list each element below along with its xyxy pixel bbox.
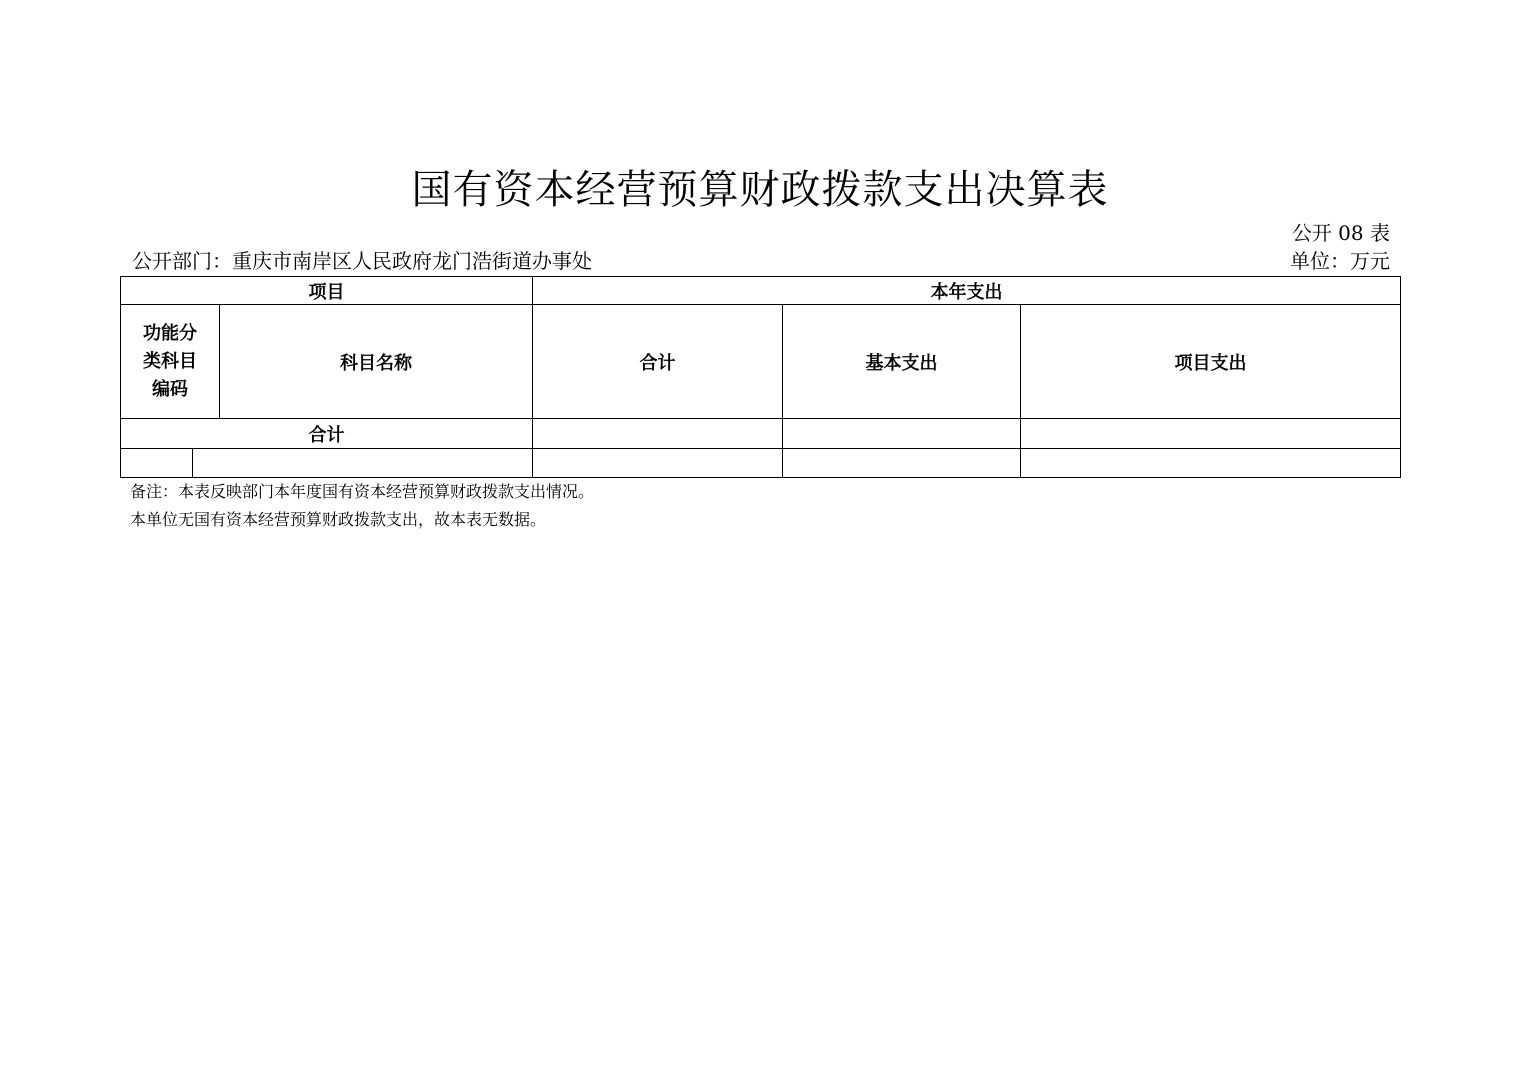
header-row-2 <box>121 305 1401 419</box>
note-description: 备注：本表反映部门本年度国有资本经营预算财政拨款支出情况。 <box>130 482 595 501</box>
row-subject-name <box>193 449 533 478</box>
expenditure-table <box>120 276 1401 478</box>
total-row-basic <box>783 419 1021 449</box>
header-basic-expenditure: 基本支出 <box>783 305 1021 419</box>
total-row-project <box>1021 419 1401 449</box>
report-title: 国有资本经营预算财政拨款支出决算表 <box>411 167 1109 213</box>
header-subject-name: 科目名称 <box>220 305 533 419</box>
header-total: 合计 <box>533 305 783 419</box>
unit-label: 单位：万元 <box>1290 249 1390 273</box>
total-row-total <box>533 419 783 449</box>
row-project <box>1021 449 1401 478</box>
row-code <box>121 449 193 478</box>
header-function-code: 功能分类科目编码 <box>121 305 220 419</box>
note-no-data: 本单位无国有资本经营预算财政拨款支出，故本表无数据。 <box>130 510 547 529</box>
row-basic <box>783 449 1021 478</box>
department-label: 公开部门：重庆市南岸区人民政府龙门浩街道办事处 <box>132 249 592 273</box>
total-row-label: 合计 <box>121 419 533 449</box>
total-row <box>121 419 1401 449</box>
table-row <box>121 449 1401 478</box>
form-number: 公开 08 表 <box>1291 221 1390 245</box>
header-project-expenditure: 项目支出 <box>1021 305 1401 419</box>
header-row-1 <box>121 277 1401 305</box>
header-current-year-expenditure: 本年支出 <box>533 277 1401 305</box>
row-total <box>533 449 783 478</box>
header-project: 项目 <box>121 277 533 305</box>
